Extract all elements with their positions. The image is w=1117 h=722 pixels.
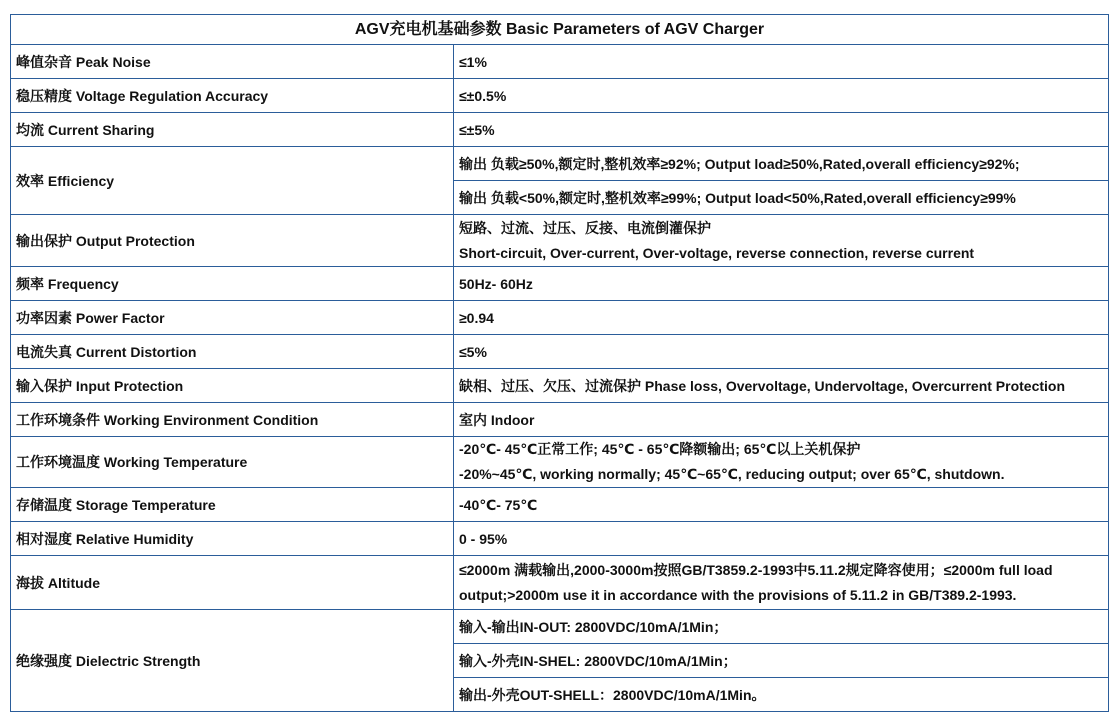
table-row <box>11 556 1109 610</box>
row-value-line: -20℃- 45℃正常工作; 45℃ - 65℃降额输出; 65℃以上关机保护 <box>459 441 861 457</box>
row-label: 绝缘强度 Dielectric Strength <box>11 610 454 712</box>
row-label: 均流 Current Sharing <box>11 113 454 147</box>
row-label: 海拔 Altitude <box>11 556 454 610</box>
table-row <box>11 369 1109 403</box>
table-row <box>11 45 1109 79</box>
row-value-line: 短路、过流、过压、反接、电流倒灌保护 <box>459 219 711 236</box>
row-value: 0 - 95% <box>454 522 1109 556</box>
row-value: 输出 负载<50%,额定时,整机效率≥99%; Output load<50%,Rated,overall efficiency≥99% <box>454 181 1109 215</box>
row-value: 50Hz- 60Hz <box>454 267 1109 301</box>
row-value-line: output;>2000m use it in accordance with the provisions of 5.11.2 in GB/T389.2-1993. <box>459 586 1017 603</box>
table-row <box>11 610 1109 644</box>
table-row <box>11 335 1109 369</box>
row-value-line: ≤2000m 满载输出,2000-3000m按照GB/T3859.2-1993中5.11.2规定降容使用；≤2000m full load <box>459 561 1053 578</box>
row-label: 工作环境条件 Working Environment Condition <box>11 403 454 437</box>
row-value-line: Short-circuit, Over-current, Over-voltage, reverse connection, reverse current <box>459 244 975 261</box>
row-label: 工作环境温度 Working Temperature <box>11 437 454 488</box>
row-label: 输出保护 Output Protection <box>11 215 454 267</box>
title-row <box>11 15 1109 45</box>
table-row <box>11 79 1109 113</box>
table-row <box>11 147 1109 181</box>
row-label: 峰值杂音 Peak Noise <box>11 45 454 79</box>
row-value: ≤5% <box>454 335 1109 369</box>
table-row <box>11 403 1109 437</box>
table-row <box>11 215 1109 267</box>
table-title: AGV充电机基础参数 Basic Parameters of AGV Charger <box>11 15 1109 45</box>
table-row <box>11 267 1109 301</box>
row-value: ≤±0.5% <box>454 79 1109 113</box>
row-value: ≤1% <box>454 45 1109 79</box>
row-label: 效率 Efficiency <box>11 147 454 215</box>
row-value: 输出 负载≥50%,额定时,整机效率≥92%; Output load≥50%,Rated,overall efficiency≥92%; <box>454 147 1109 181</box>
row-label: 相对湿度 Relative Humidity <box>11 522 454 556</box>
row-value: -40℃- 75℃ <box>454 488 1109 522</box>
row-label: 输入保护 Input Protection <box>11 369 454 403</box>
row-value: 缺相、过压、欠压、过流保护 Phase loss, Overvoltage, Undervoltage, Overcurrent Protection <box>454 369 1109 403</box>
row-label: 稳压精度 Voltage Regulation Accuracy <box>11 79 454 113</box>
row-value: 输入-外壳IN-SHEL: 2800VDC/10mA/1Min； <box>454 644 1109 678</box>
row-label: 功率因素 Power Factor <box>11 301 454 335</box>
row-value <box>454 215 1109 267</box>
row-label: 存储温度 Storage Temperature <box>11 488 454 522</box>
row-label: 频率 Frequency <box>11 267 454 301</box>
row-value <box>454 556 1109 610</box>
row-value-line: -20%~45℃, working normally; 45℃~65℃, reducing output; over 65℃, shutdown. <box>459 466 1005 482</box>
row-value <box>454 437 1109 488</box>
row-value: 输出-外壳OUT-SHELL：2800VDC/10mA/1Min。 <box>454 678 1109 712</box>
row-value: ≤±5% <box>454 113 1109 147</box>
table-row <box>11 113 1109 147</box>
parameters-table <box>10 14 1109 712</box>
row-value: 输入-输出IN-OUT: 2800VDC/10mA/1Min； <box>454 610 1109 644</box>
table-row <box>11 437 1109 488</box>
table-row <box>11 488 1109 522</box>
row-value: 室内 Indoor <box>454 403 1109 437</box>
row-label: 电流失真 Current Distortion <box>11 335 454 369</box>
row-value: ≥0.94 <box>454 301 1109 335</box>
table-row <box>11 522 1109 556</box>
table-row <box>11 301 1109 335</box>
